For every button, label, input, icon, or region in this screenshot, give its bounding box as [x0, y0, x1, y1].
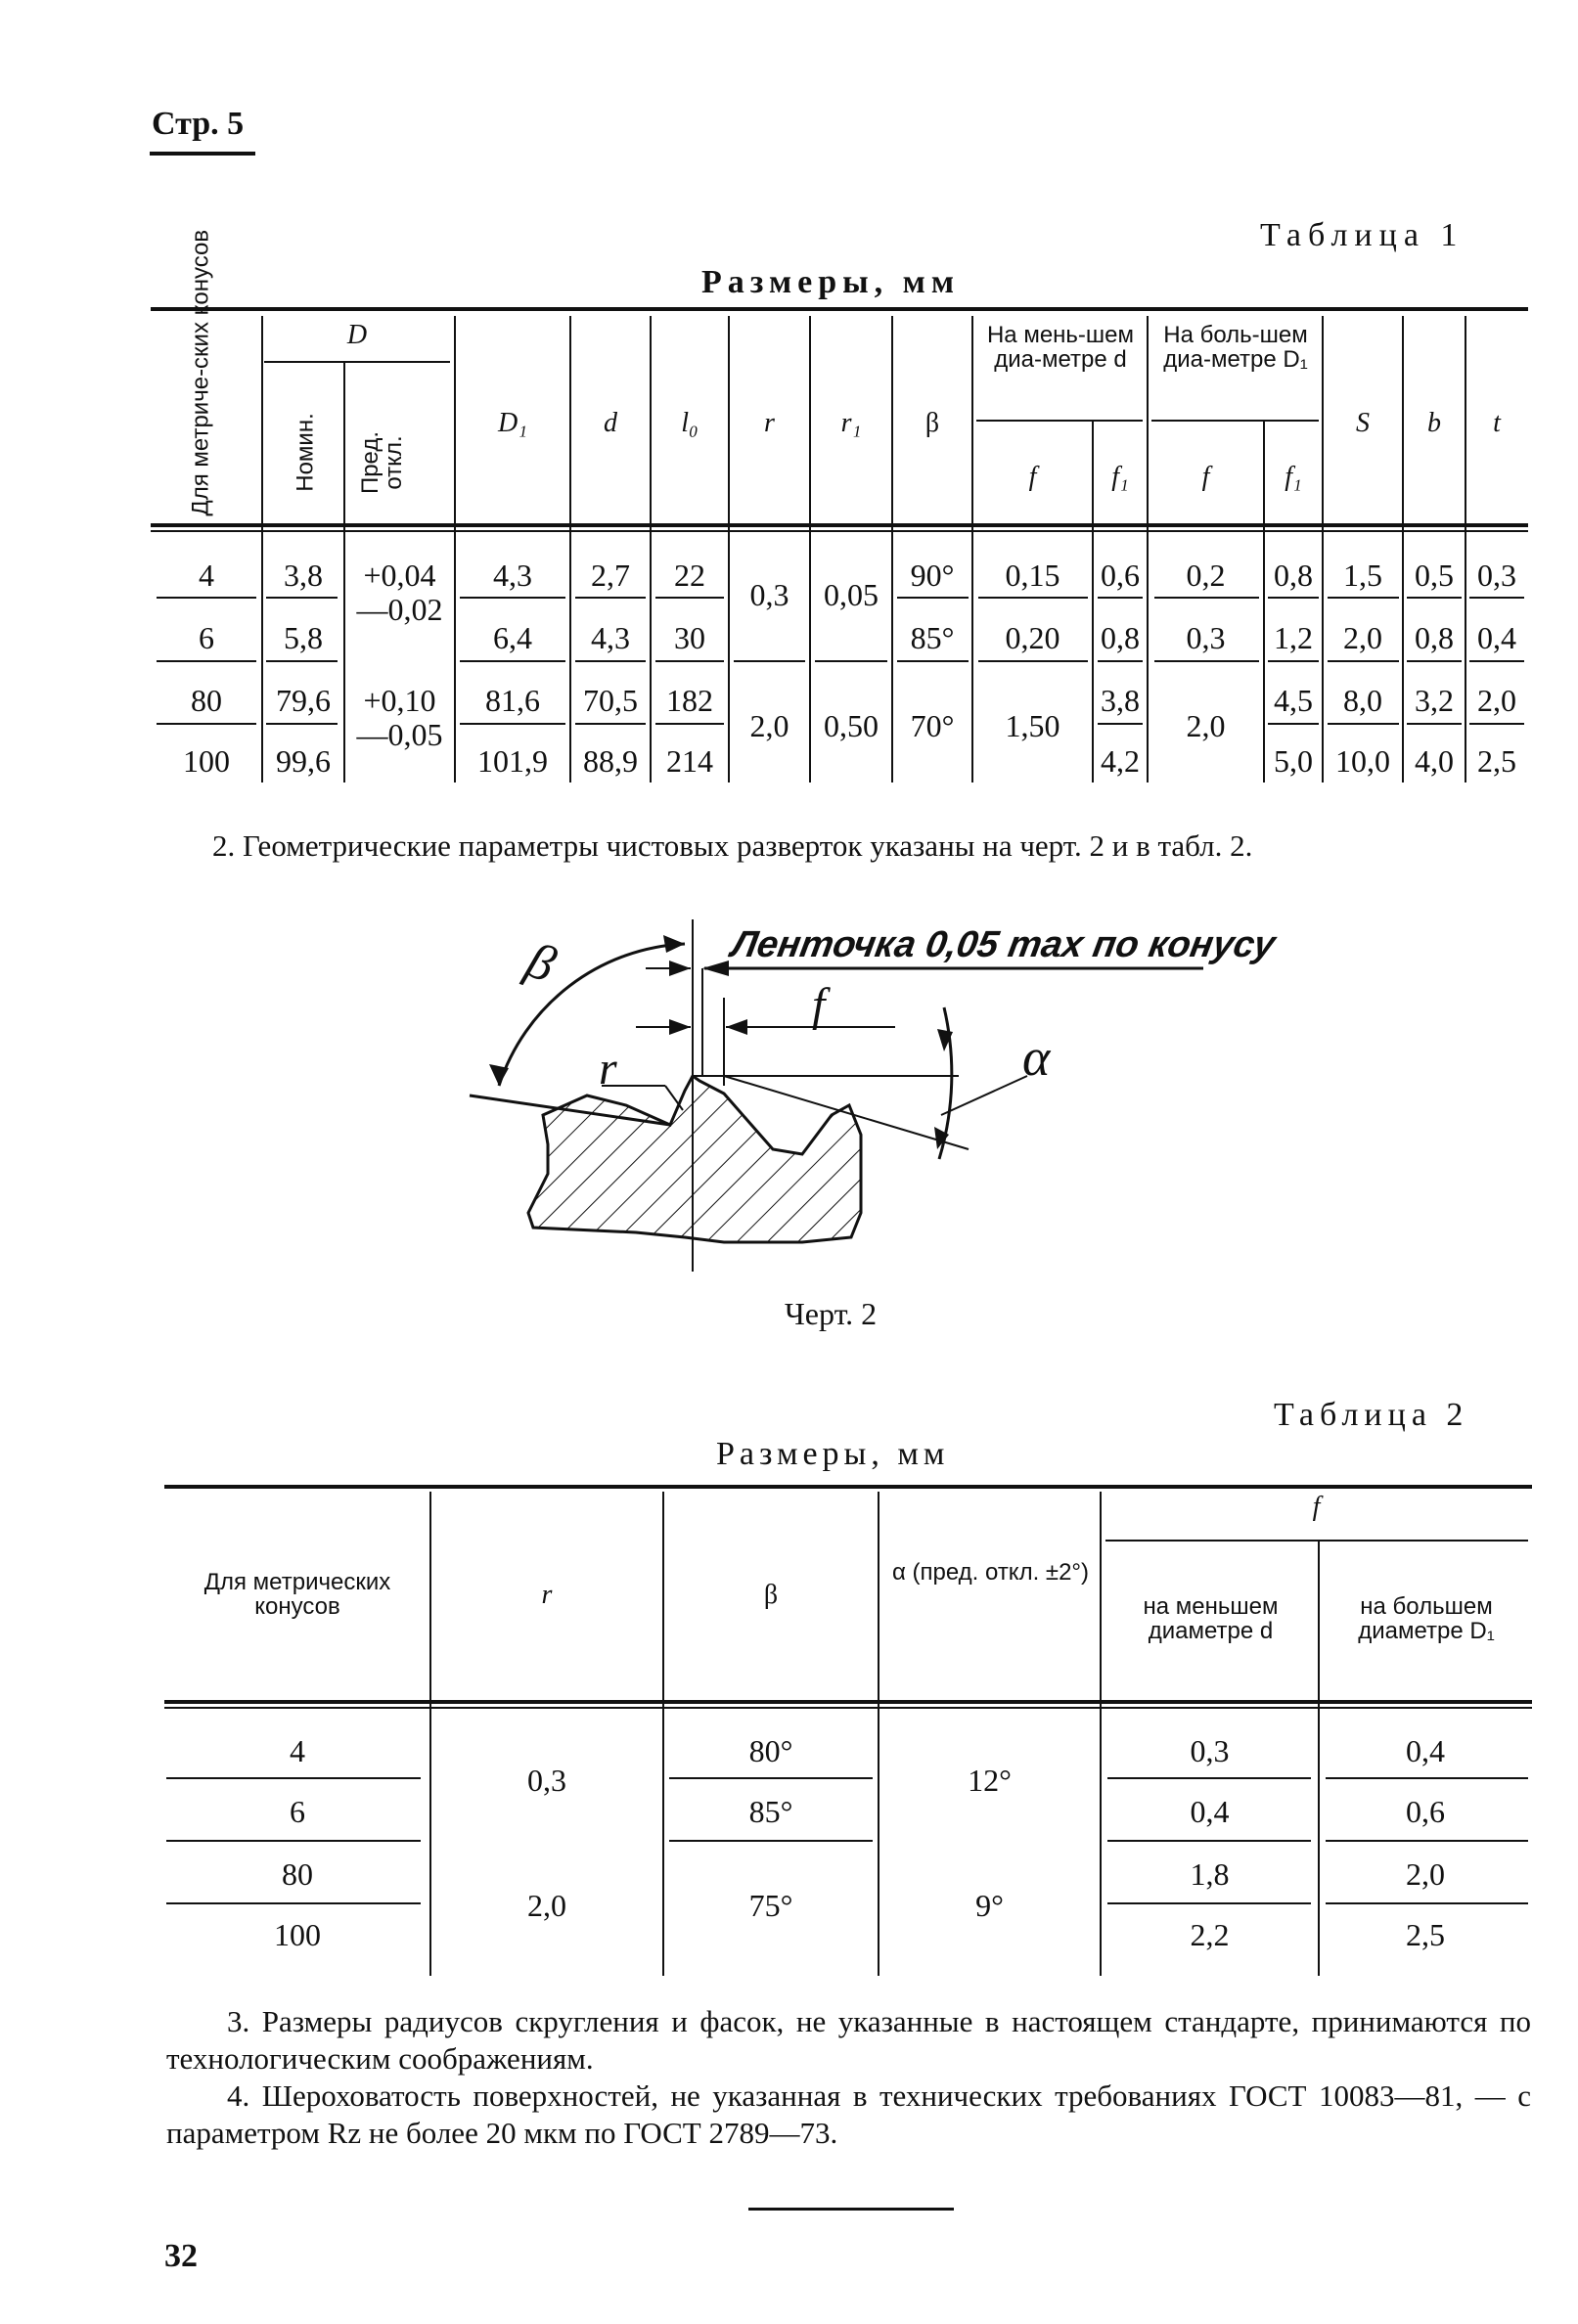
- t1-S: 10,0: [1335, 743, 1390, 779]
- t2-header-cone: Для метрических конусов: [203, 1569, 391, 1620]
- t2-f-small-80: 1,8: [1190, 1856, 1230, 1892]
- t1-D: 3,8: [284, 558, 323, 593]
- t2-f-large-100: 2,5: [1406, 1917, 1445, 1952]
- t1-d: 70,5: [583, 683, 638, 718]
- t1-header-S: S: [1356, 408, 1370, 438]
- t2-header-r: r: [541, 1580, 553, 1610]
- t1-beta-large: 70°: [910, 708, 955, 743]
- t2-r-large: 2,0: [527, 1888, 566, 1923]
- t2-cone-6: 6: [290, 1794, 305, 1829]
- t1-header-f-b: f: [1201, 462, 1210, 492]
- t1-header-D-dev: Пред. откл.: [357, 430, 407, 495]
- t1-f1b: 5,0: [1274, 743, 1313, 779]
- t1-r1-small: 0,05: [824, 577, 879, 612]
- t1-header-t: t: [1493, 408, 1501, 438]
- t2-beta-large: 75°: [748, 1888, 793, 1923]
- t1-header-small-diam: На мень-шем диа-метре d: [986, 322, 1135, 373]
- t1-r-large: 2,0: [749, 708, 789, 743]
- page-label: Стр. 5: [152, 106, 245, 142]
- t1-d: 4,3: [591, 620, 630, 655]
- t2-header-alpha: α (пред. откл. ±2°): [891, 1559, 1090, 1586]
- t2-alpha-small: 12°: [968, 1763, 1012, 1798]
- paragraph-3: 3. Размеры радиусов скругления и фасок, не указанные в настоящем стандарте, принимаются по технологическим соображениям.: [166, 2004, 1531, 2076]
- t1-fb-4: 0,2: [1186, 558, 1226, 593]
- t1-S: 8,0: [1343, 683, 1382, 718]
- t2-f-large-6: 0,6: [1406, 1794, 1445, 1829]
- t1-b: 4,0: [1415, 743, 1454, 779]
- t1-dev2b: —0,05: [356, 717, 443, 752]
- t1-dev1b: —0,02: [356, 592, 443, 627]
- t2-f-large-80: 2,0: [1406, 1856, 1445, 1892]
- t1-t: 2,5: [1477, 743, 1516, 779]
- t1-r-small: 0,3: [749, 577, 789, 612]
- t1-fb-large: 2,0: [1186, 708, 1226, 743]
- t1-header-l0: l₀: [681, 408, 699, 438]
- t1-dev2a: +0,10: [363, 683, 436, 718]
- t2-r-small: 0,3: [527, 1763, 566, 1798]
- footer-rule: [748, 2208, 954, 2211]
- t1-t: 0,3: [1477, 558, 1516, 593]
- t2-beta-6: 85°: [748, 1794, 793, 1829]
- t1-header-f1: f₁: [1111, 462, 1129, 492]
- t2-cone-4: 4: [290, 1733, 305, 1768]
- t1-S: 1,5: [1343, 558, 1382, 593]
- t1-header-r1: r₁: [840, 408, 862, 438]
- t2-cone-100: 100: [274, 1917, 321, 1952]
- page-number: 32: [164, 2238, 198, 2274]
- t1-l0: 30: [674, 620, 705, 655]
- t1-cone: 80: [191, 683, 222, 718]
- t1-D1: 6,4: [493, 620, 532, 655]
- t2-beta-4: 80°: [748, 1733, 793, 1768]
- t1-header-b: b: [1427, 408, 1441, 438]
- figure-f-label: f: [812, 979, 826, 1031]
- table1-label: Таблица 1: [1260, 217, 1465, 253]
- t1-header-d: d: [604, 408, 617, 438]
- t1-D1: 101,9: [477, 743, 548, 779]
- t1-l0: 214: [666, 743, 713, 779]
- t1-header-D: D: [346, 320, 368, 350]
- t1-header-f: f: [1028, 462, 1037, 492]
- t2-header-beta: β: [763, 1580, 779, 1610]
- figure-beta-label: β: [519, 932, 563, 994]
- t1-cone: 100: [183, 743, 230, 779]
- t2-header-f-large: на большем диаметре D₁: [1358, 1593, 1495, 1644]
- t1-f-6: 0,20: [1005, 620, 1060, 655]
- t1-l0: 182: [666, 683, 713, 718]
- t1-cone: 4: [199, 558, 214, 593]
- t1-header-f1-b: f₁: [1285, 462, 1302, 492]
- figure-caption: Черт. 2: [785, 1296, 878, 1331]
- t1-t: 2,0: [1477, 683, 1516, 718]
- t2-f-small-100: 2,2: [1190, 1917, 1230, 1952]
- t1-D1: 4,3: [493, 558, 532, 593]
- t1-b: 3,2: [1415, 683, 1454, 718]
- t2-f-small-6: 0,4: [1190, 1794, 1230, 1829]
- figure-alpha-label: α: [1022, 1028, 1051, 1087]
- t1-f1b: 1,2: [1274, 620, 1313, 655]
- t1-D: 79,6: [276, 683, 331, 718]
- t2-f-large-4: 0,4: [1406, 1733, 1445, 1768]
- t1-f1b: 0,8: [1274, 558, 1313, 593]
- t1-r1-large: 0,50: [824, 708, 879, 743]
- t1-D: 5,8: [284, 620, 323, 655]
- figure-r-label: r: [599, 1043, 617, 1095]
- t1-fb-6: 0,3: [1186, 620, 1226, 655]
- t1-f1b: 4,5: [1274, 683, 1313, 718]
- table1-caption: Размеры, мм: [701, 264, 960, 300]
- t1-f1: 3,8: [1101, 683, 1140, 718]
- t1-f-4: 0,15: [1005, 558, 1060, 593]
- t1-l0: 22: [674, 558, 705, 593]
- t1-beta-6: 85°: [910, 620, 955, 655]
- t1-header-cone: Для метриче-ских конусов: [187, 229, 214, 516]
- t1-D: 99,6: [276, 743, 331, 779]
- t1-f1: 0,8: [1101, 620, 1140, 655]
- t1-beta-4: 90°: [910, 558, 955, 593]
- t2-f-small-4: 0,3: [1190, 1733, 1230, 1768]
- t1-header-r: r: [764, 408, 775, 438]
- paragraph-4: 4. Шероховатость поверхностей, не указанная в технических требованиях ГОСТ 10083—81, — с параметром Rz не более 20 мкм по ГОСТ 2789—73.: [166, 2078, 1531, 2150]
- t1-D1: 81,6: [485, 683, 540, 718]
- table2-caption: Размеры, мм: [716, 1436, 950, 1472]
- t1-header-D-nom: Номин.: [292, 413, 319, 492]
- t1-f1: 4,2: [1101, 743, 1140, 779]
- t1-f1: 0,6: [1101, 558, 1140, 593]
- t1-dev1a: +0,04: [363, 558, 436, 593]
- t1-b: 0,5: [1415, 558, 1454, 593]
- t2-cone-80: 80: [282, 1856, 313, 1892]
- table2-label: Таблица 2: [1274, 1397, 1469, 1433]
- figure-band-label: Ленточка 0,05 max по конусу: [728, 924, 1279, 965]
- t1-header-D1: D₁: [498, 408, 527, 438]
- t1-header-large-diam: На боль-шем диа-метре D₁: [1163, 322, 1308, 373]
- paragraph-2: 2. Геометрические параметры чистовых разверток указаны на черт. 2 и в табл. 2.: [212, 828, 1253, 863]
- t1-d: 2,7: [591, 558, 630, 593]
- t1-b: 0,8: [1415, 620, 1454, 655]
- t1-S: 2,0: [1343, 620, 1382, 655]
- t2-alpha-large: 9°: [975, 1888, 1004, 1923]
- t2-header-f-small: на меньшем диаметре d: [1143, 1593, 1279, 1644]
- t1-t: 0,4: [1477, 620, 1516, 655]
- t1-f-large: 1,50: [1005, 708, 1060, 743]
- t1-cone: 6: [199, 620, 214, 655]
- t1-d: 88,9: [583, 743, 638, 779]
- t1-header-beta: β: [924, 408, 940, 438]
- t2-header-f: f: [1312, 1492, 1321, 1522]
